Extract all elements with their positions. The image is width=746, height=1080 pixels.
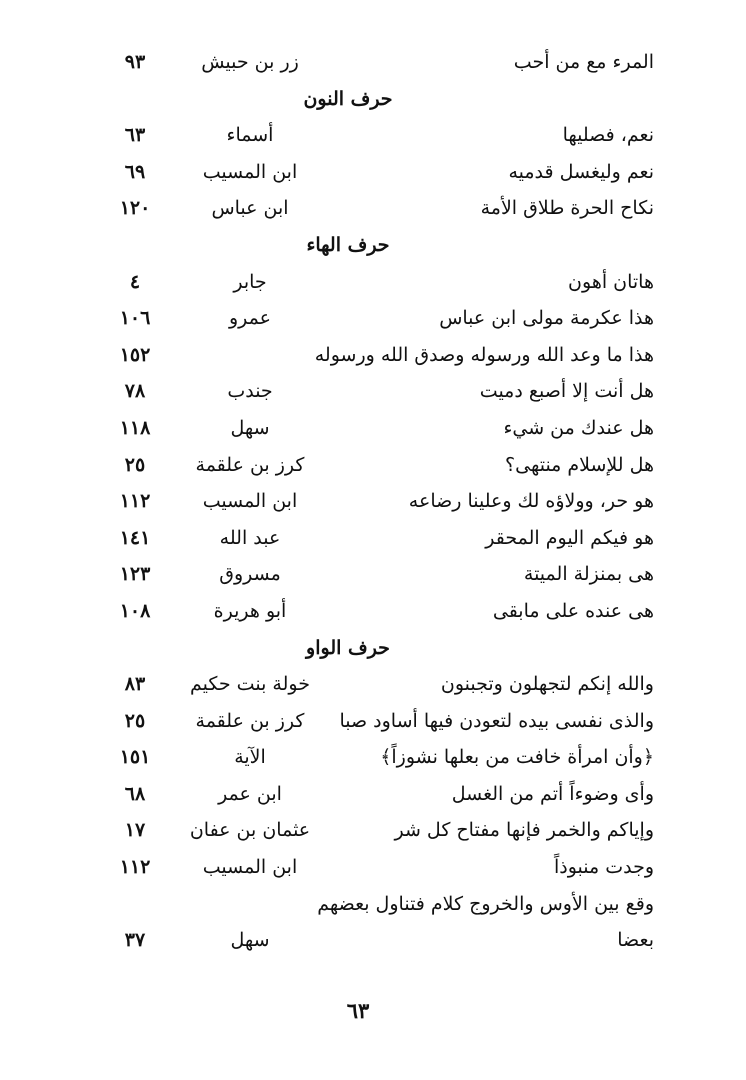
index-entry [0,117,746,154]
entry-narrator: ابن المسيب [202,160,298,183]
section-heading [0,81,746,118]
index-entry [0,483,746,520]
entry-page-number: ١٠٦ [119,307,151,330]
entry-title: هل عندك من شيء [503,416,654,439]
entry-narrator: أبو هريرة [213,599,287,622]
section-heading [0,227,746,264]
entry-page-number: ١٠٨ [119,599,151,622]
entry-narrator: جابر [233,270,267,293]
entry-page-number: ١٧ [124,819,146,842]
entry-narrator: أسماء [226,124,274,147]
index-entry [0,703,746,740]
entry-title: هاتان أهون [568,270,654,293]
entry-narrator: سهل [230,416,270,439]
entry-title: المرء مع من أحب [513,51,654,73]
entry-title: هذا عكرمة مولى ابن عباس [439,307,654,330]
entry-title: ﴿وأن امرأة خافت من بعلها نشوزاً﴾ [380,746,654,769]
index-entry [0,666,746,703]
entry-narrator: زر بن حبيش [201,51,299,73]
entry-title: هذا ما وعد الله ورسوله وصدق الله ورسوله [314,343,654,366]
entry-narrator: عثمان بن عفان [189,819,311,842]
entry-page-number: ٨٣ [124,673,146,696]
index-entry [0,44,746,81]
index-entry [0,812,746,849]
entry-title: هل للإسلام منتهى؟ [505,453,654,476]
entry-page-number: ٢٥ [124,709,146,732]
entry-title: نعم وليغسل قدميه [508,160,654,183]
index-entry [0,447,746,484]
entry-title: وأى وضوءاً أتم من الغسل [451,782,654,805]
entry-page-number: ٢٥ [124,453,146,476]
index-entry [0,410,746,447]
entry-title: نكاح الحرة طلاق الأمة [480,197,654,220]
index-entry [0,886,746,923]
index-entry [0,154,746,191]
entry-title: والذى نفسى بيده لتعودن فيها أساود صبا [339,709,654,732]
entry-narrator: سهل [230,929,270,952]
entry-page-number: ٧٨ [124,380,146,403]
section-heading-text: حرف الواو [306,636,390,659]
entry-narrator: الآية [234,746,266,769]
index-entry [0,922,746,959]
index-entry [0,300,746,337]
index-entry [0,337,746,374]
entry-page-number: ٦٨ [124,782,146,805]
page-number: ٦٣ [346,998,370,1023]
entry-page-number: ١٤١ [119,526,151,549]
entry-narrator: خولة بنت حكيم [190,673,310,696]
entry-narrator: عبد الله [219,526,281,549]
section-heading [0,630,746,667]
entry-title: بعضا [617,929,654,952]
entry-title: هى عنده على مابقى [492,599,654,622]
entry-title: والله إنكم لتجهلون وتجبنون [440,673,654,696]
index-entry [0,264,746,301]
entry-title: نعم، فصليها [562,124,654,147]
entry-page-number: ١٥٢ [119,343,151,366]
index-entry [0,849,746,886]
entry-page-number: ١٢٣ [119,563,151,586]
entry-page-number: ١٢٠ [119,197,151,220]
entry-narrator: ابن المسيب [202,490,298,513]
entry-page-number: ٤ [129,270,141,293]
entry-narrator: مسروق [219,563,281,586]
entry-title: وإياكم والخمر فإنها مفتاح كل شر [394,819,654,842]
entry-page-number: ٣٧ [124,929,146,952]
entry-narrator: ابن عباس [211,197,289,220]
entry-narrator: جندب [227,380,273,403]
entry-narrator: ابن عمر [218,782,282,805]
entry-title: وجدت منبوذاً [553,856,654,879]
index-entry [0,556,746,593]
entry-page-number: ١١٢ [119,856,151,879]
entry-title: وقع بين الأوس والخروج كلام فتناول بعضهم [317,892,654,915]
index-entry [0,739,746,776]
entry-page-number: ٦٣ [124,124,146,147]
entry-page-number: ٩٣ [124,51,146,73]
entry-narrator: كرز بن علقمة [195,453,305,476]
entry-page-number: ١١٨ [119,416,151,439]
index-entry [0,776,746,813]
index-entry [0,190,746,227]
index-entry [0,593,746,630]
entry-title: هى بمنزلة الميتة [523,563,654,586]
entry-narrator: كرز بن علقمة [195,709,305,732]
section-heading-text: حرف الهاء [306,233,390,256]
entry-page-number: ١١٢ [119,490,151,513]
entry-title: هو حر، وولاؤه لك وعلينا رضاعه [408,490,654,513]
index-list [0,44,746,959]
entry-narrator: عمرو [229,307,271,330]
index-entry [0,373,746,410]
entry-title: هل أنت إلا أصبع دميت [479,380,654,403]
entry-title: هو فيكم اليوم المحقر [485,526,654,549]
index-entry [0,520,746,557]
entry-page-number: ٦٩ [124,160,146,183]
entry-narrator: ابن المسيب [202,856,298,879]
section-heading-text: حرف النون [303,87,393,110]
entry-page-number: ١٥١ [119,746,151,769]
